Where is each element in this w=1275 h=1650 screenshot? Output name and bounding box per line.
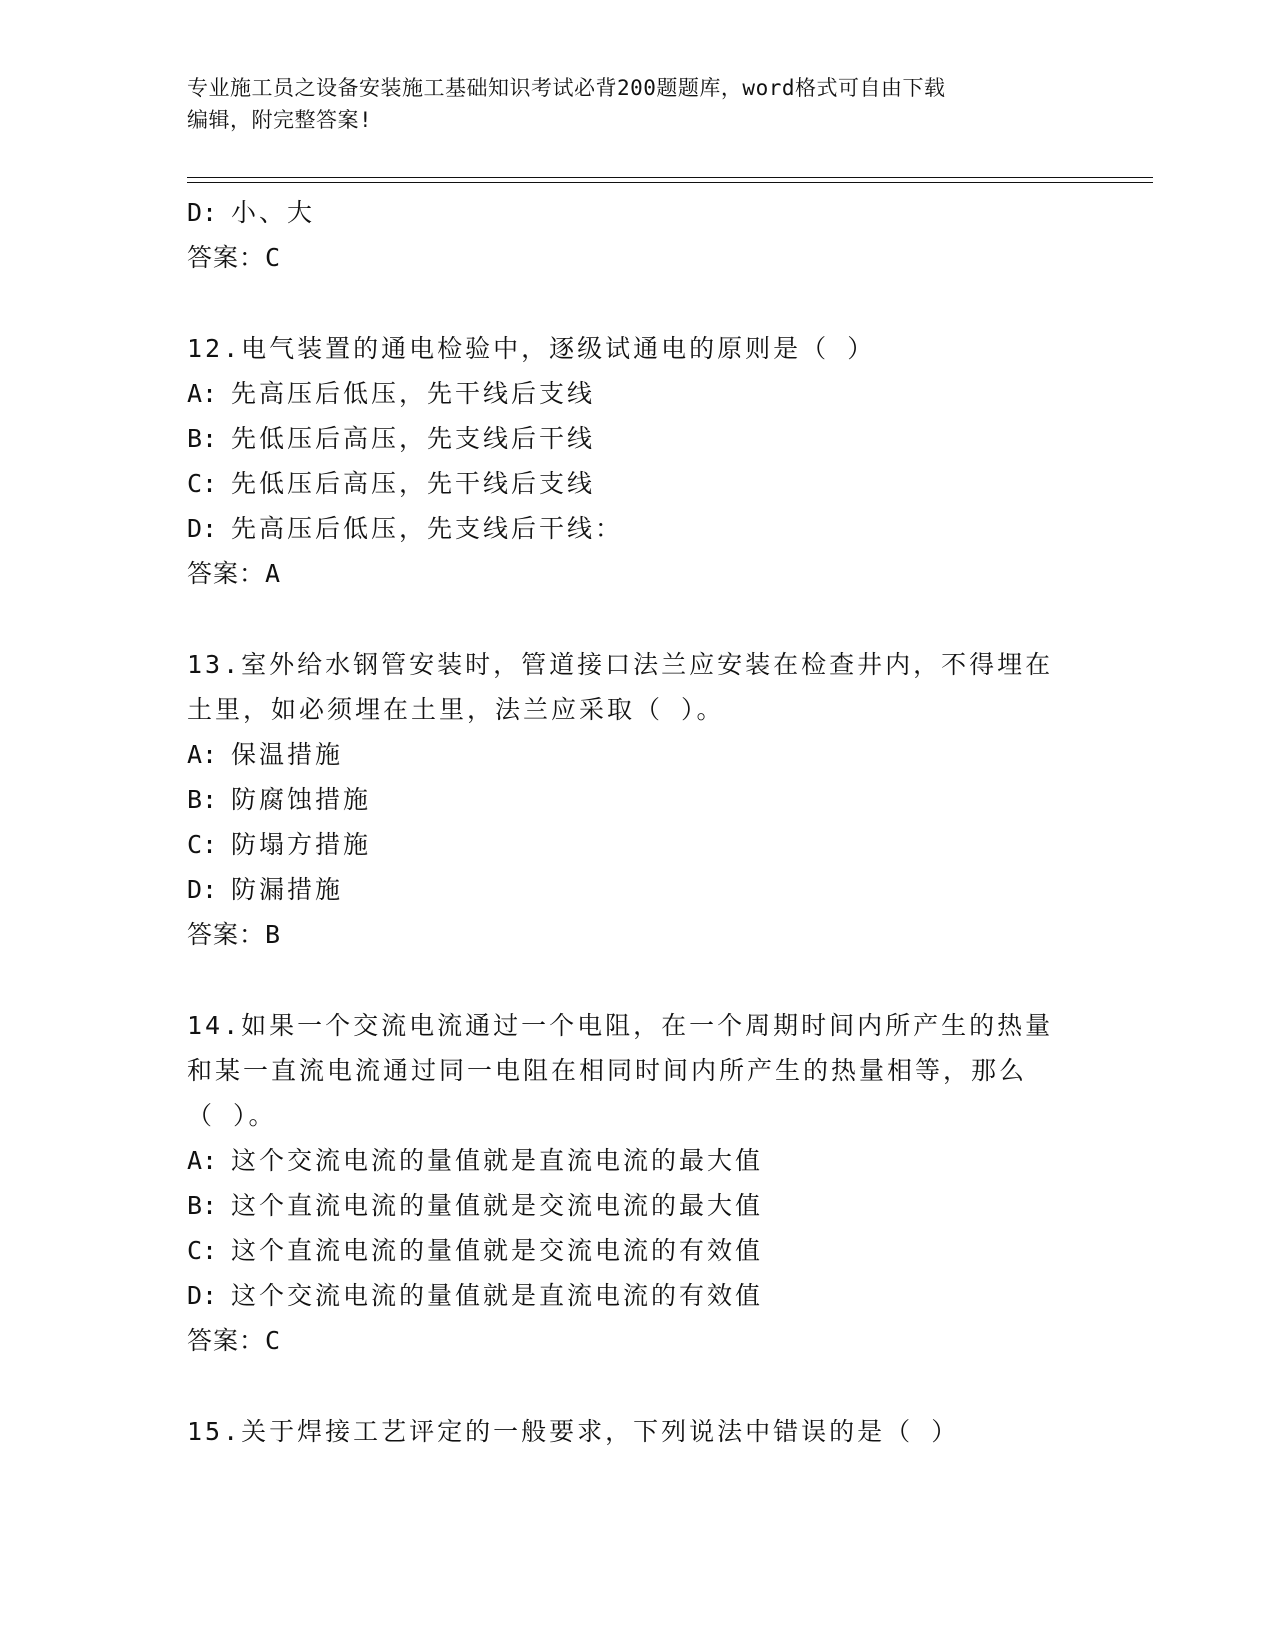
q14-option-a: A: 这个交流电流的量值就是直流电流的最大值 <box>187 1146 764 1175</box>
q12-option-a: A: 先高压后低压，先干线后支线 <box>187 379 596 408</box>
q13-question-line-1: 13.室外给水钢管安装时，管道接口法兰应安装在检查井内，不得埋在 <box>187 650 1054 679</box>
q14-question-line-2: 和某一直流电流通过同一电阻在相同时间内所产生的热量相等，那么 <box>187 1056 1028 1085</box>
q14-question-line-1: 14.如果一个交流电流通过一个电阻，在一个周期时间内所产生的热量 <box>187 1011 1054 1040</box>
q12-option-c: C: 先低压后高压，先干线后支线 <box>187 469 596 498</box>
header-rule-bottom <box>187 182 1153 183</box>
q12-option-d: D: 先高压后低压，先支线后干线： <box>187 514 624 543</box>
header-line-2: 编辑，附完整答案! <box>187 108 373 132</box>
header-line-1: 专业施工员之设备安装施工基础知识考试必背200题题库，word格式可自由下载 <box>187 76 946 100</box>
q13-answer: 答案：B <box>187 920 282 949</box>
q15-question: 15.关于焊接工艺评定的一般要求，下列说法中错误的是（ ） <box>187 1417 960 1446</box>
q12-question: 12.电气装置的通电检验中，逐级试通电的原则是（ ） <box>187 334 876 363</box>
q13-option-c: C: 防塌方措施 <box>187 830 372 859</box>
q12-option-b: B: 先低压后高压，先支线后干线 <box>187 424 596 453</box>
q13-option-b: B: 防腐蚀措施 <box>187 785 372 814</box>
q14-option-d: D: 这个交流电流的量值就是直流电流的有效值 <box>187 1281 764 1310</box>
question-list <box>187 190 1087 1454</box>
q11-answer: 答案：C <box>187 243 282 272</box>
option-key: D: <box>187 198 218 227</box>
q13-option-d: D: 防漏措施 <box>187 875 344 904</box>
q13-option-a: A: 保温措施 <box>187 740 344 769</box>
q14-answer: 答案：C <box>187 1326 282 1355</box>
q14-option-c: C: 这个直流电流的量值就是交流电流的有效值 <box>187 1236 764 1265</box>
q14-option-b: B: 这个直流电流的量值就是交流电流的最大值 <box>187 1191 764 1220</box>
q14-question-line-3: （ ）。 <box>187 1101 277 1130</box>
q11-option-d: D: 小、大 <box>187 190 1087 235</box>
q13-question-line-2: 土里，如必须埋在土里，法兰应采取（ ）。 <box>187 695 725 724</box>
header-rule-top <box>187 177 1153 178</box>
q12-answer: 答案：A <box>187 559 282 588</box>
document-header <box>187 72 1087 136</box>
